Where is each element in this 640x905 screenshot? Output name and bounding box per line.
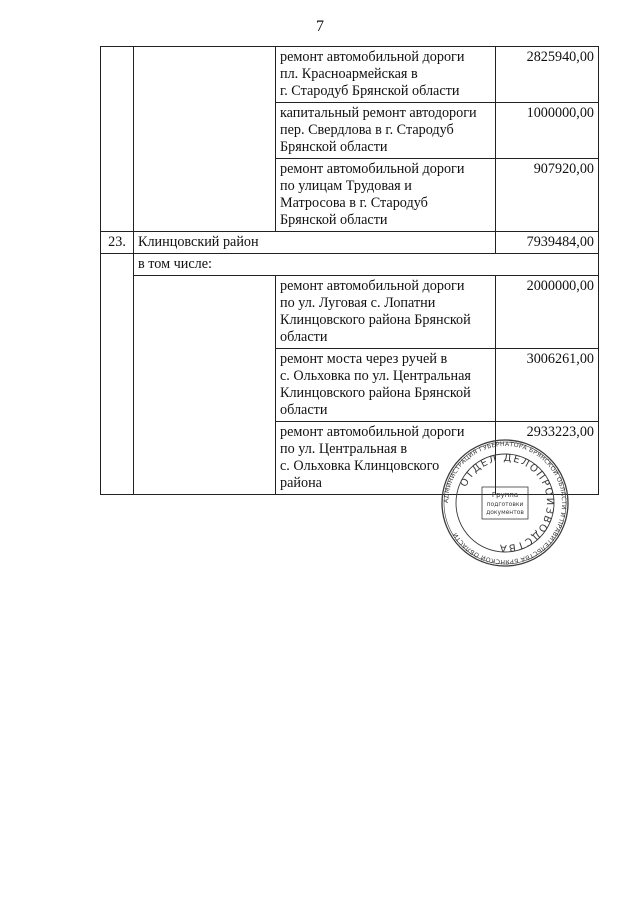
row-number-cell bbox=[101, 254, 134, 495]
stamp-inner-line: Группа bbox=[491, 491, 519, 499]
district-row bbox=[101, 232, 599, 254]
table-row bbox=[101, 47, 599, 103]
district-name: Клинцовский район bbox=[134, 232, 496, 254]
work-description: ремонт автомобильной дороги по ул. Луговая с. Лопатни Клинцовского района Брянской области bbox=[276, 276, 496, 349]
stamp-inner-line: подготовки bbox=[486, 501, 524, 508]
amount-cell: 2000000,00 bbox=[496, 276, 599, 349]
stamp-outer-text: АДМИНИСТРАЦИЯ ГУБЕРНАТОРА БРЯНСКОЙ ОБЛАСТИ И ПРАВИТЕЛЬСТВА БРЯНСКОЙ ОБЛАСТИ bbox=[442, 440, 568, 566]
budget-table bbox=[100, 46, 599, 495]
district-cell bbox=[134, 276, 276, 495]
page-number: 7 bbox=[316, 18, 324, 35]
stamp-inner-line: документов bbox=[486, 509, 524, 516]
work-description: ремонт моста через ручей в с. Ольховка по ул. Центральная Клинцовского района Брянской области bbox=[276, 349, 496, 422]
amount-cell: 1000000,00 bbox=[496, 103, 599, 159]
district-cell bbox=[134, 47, 276, 232]
amount-cell: 2933223,00 bbox=[496, 422, 599, 495]
stamp-middle-text: ОТДЕЛ ДЕЛОПРОИЗВОДСТВА bbox=[458, 452, 556, 554]
work-description: ремонт автомобильной дороги по улицам Трудовая и Матросова в г. Стародуб Брянской области bbox=[276, 159, 496, 232]
table-row bbox=[101, 276, 599, 349]
official-stamp bbox=[440, 438, 570, 568]
amount-cell: 907920,00 bbox=[496, 159, 599, 232]
work-description: капитальный ремонт автодороги пер. Свердлова в г. Стародуб Брянской области bbox=[276, 103, 496, 159]
row-number-cell bbox=[101, 47, 134, 232]
amount-cell: 2825940,00 bbox=[496, 47, 599, 103]
work-description: ремонт автомобильной дороги пл. Красноармейская в г. Стародуб Брянской области bbox=[276, 47, 496, 103]
district-total: 7939484,00 bbox=[496, 232, 599, 254]
work-description: ремонт автомобильной дороги по ул. Центральная в с. Ольховка Клинцовского района bbox=[276, 422, 496, 495]
including-label: в том числе: bbox=[134, 254, 599, 276]
table-row bbox=[101, 254, 599, 276]
row-number: 23. bbox=[101, 232, 134, 254]
amount-cell: 3006261,00 bbox=[496, 349, 599, 422]
